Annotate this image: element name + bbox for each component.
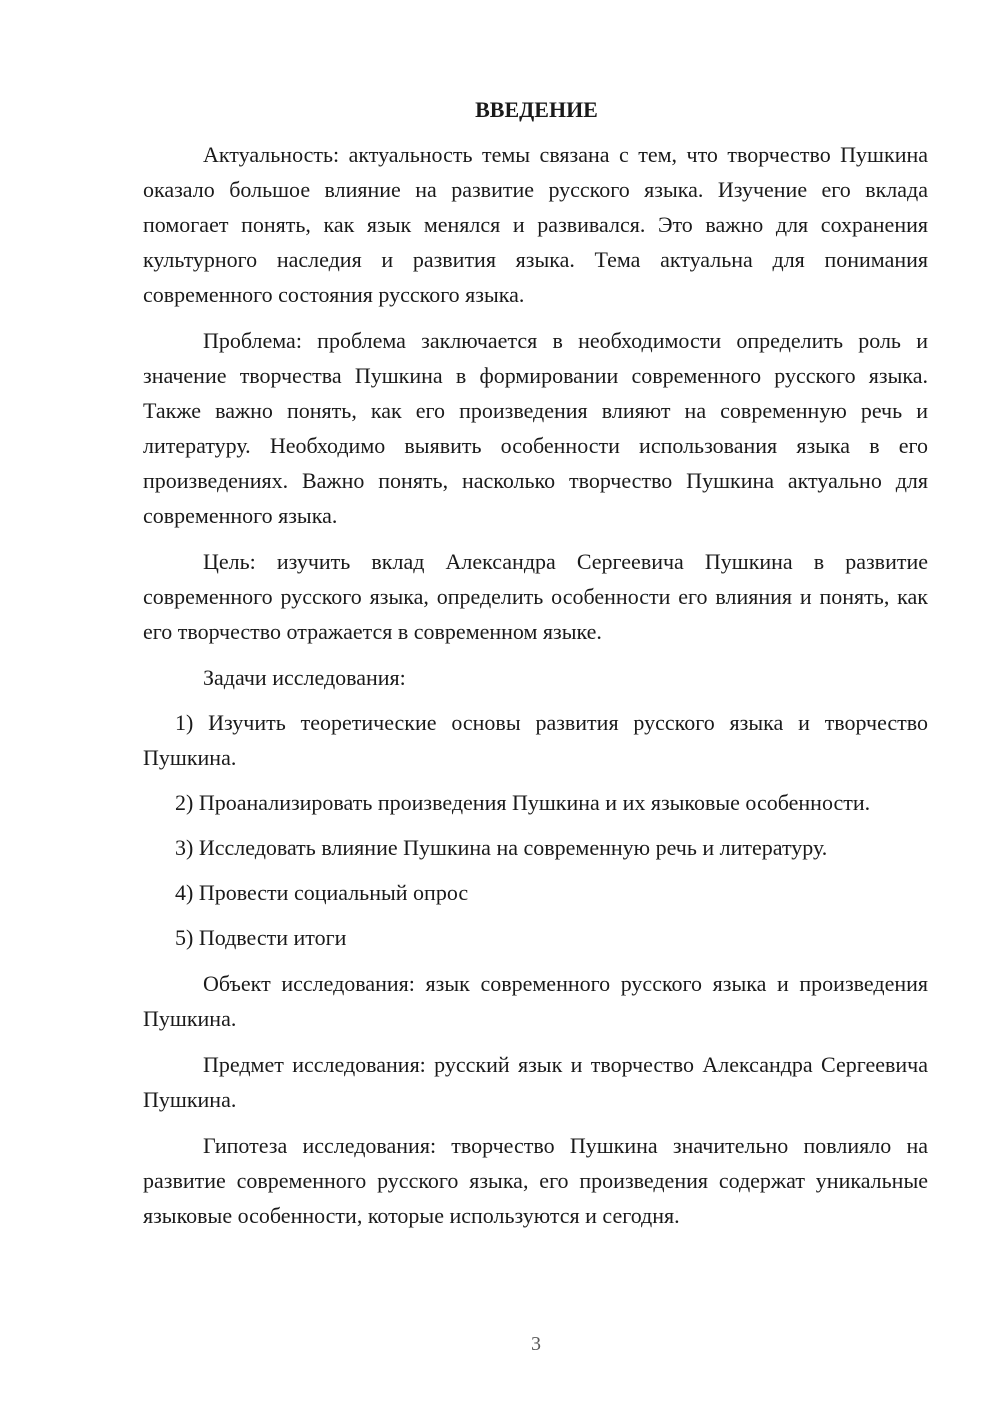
list-item: 1) Изучить теоретические основы развития русского языка и творчество Пушкина. bbox=[143, 710, 928, 770]
page-title: ВВЕДЕНИЕ bbox=[475, 97, 598, 122]
paragraph-goal: Цель: изучить вклад Александра Сергеевича Пушкина в развитие современного русского языка, определить особенности его влияния и понять, как его творчество отражается в современном языке. bbox=[143, 549, 928, 644]
paragraph-relevance: Актуальность: актуальность темы связана с тем, что творчество Пушкина оказало большое влияние на развитие русского языка. Изучение его вклада помогает понять, как язык менялся и развивался. Это важно для сохранения культурного наследия и развития языка. Тема актуальна для понимания современного состояния русского языка. bbox=[143, 142, 928, 307]
paragraph-hypothesis: Гипотеза исследования: творчество Пушкина значительно повлияло на развитие современного русского языка, его произведения содержат уникальные языковые особенности, которые используются и сегодня. bbox=[143, 1133, 928, 1228]
list-item: 3) Исследовать влияние Пушкина на современную речь и литературу. bbox=[175, 835, 828, 860]
paragraph-problem: Проблема: проблема заключается в необходимости определить роль и значение творчества Пушкина в формировании современного русского языка. Также важно понять, как его произведения влияют на современную речь и литературу. Необходимо выявить особенности использования языка в его произведениях. Важно понять, насколько творчество Пушкина актуально для современного языка. bbox=[143, 328, 928, 528]
tasks-list bbox=[143, 705, 928, 955]
list-item: 2) Проанализировать произведения Пушкина и их языковые особенности. bbox=[175, 790, 871, 815]
list-item: 5) Подвести итоги bbox=[175, 925, 347, 950]
paragraph-object: Объект исследования: язык современного русского языка и произведения Пушкина. bbox=[143, 971, 928, 1031]
tasks-heading: Задачи исследования: bbox=[203, 665, 406, 690]
paragraph-subject: Предмет исследования: русский язык и творчество Александра Сергеевича Пушкина. bbox=[143, 1052, 928, 1112]
list-item: 4) Провести социальный опрос bbox=[175, 880, 469, 905]
page-number: 3 bbox=[531, 1333, 541, 1355]
page-content bbox=[143, 92, 928, 1233]
